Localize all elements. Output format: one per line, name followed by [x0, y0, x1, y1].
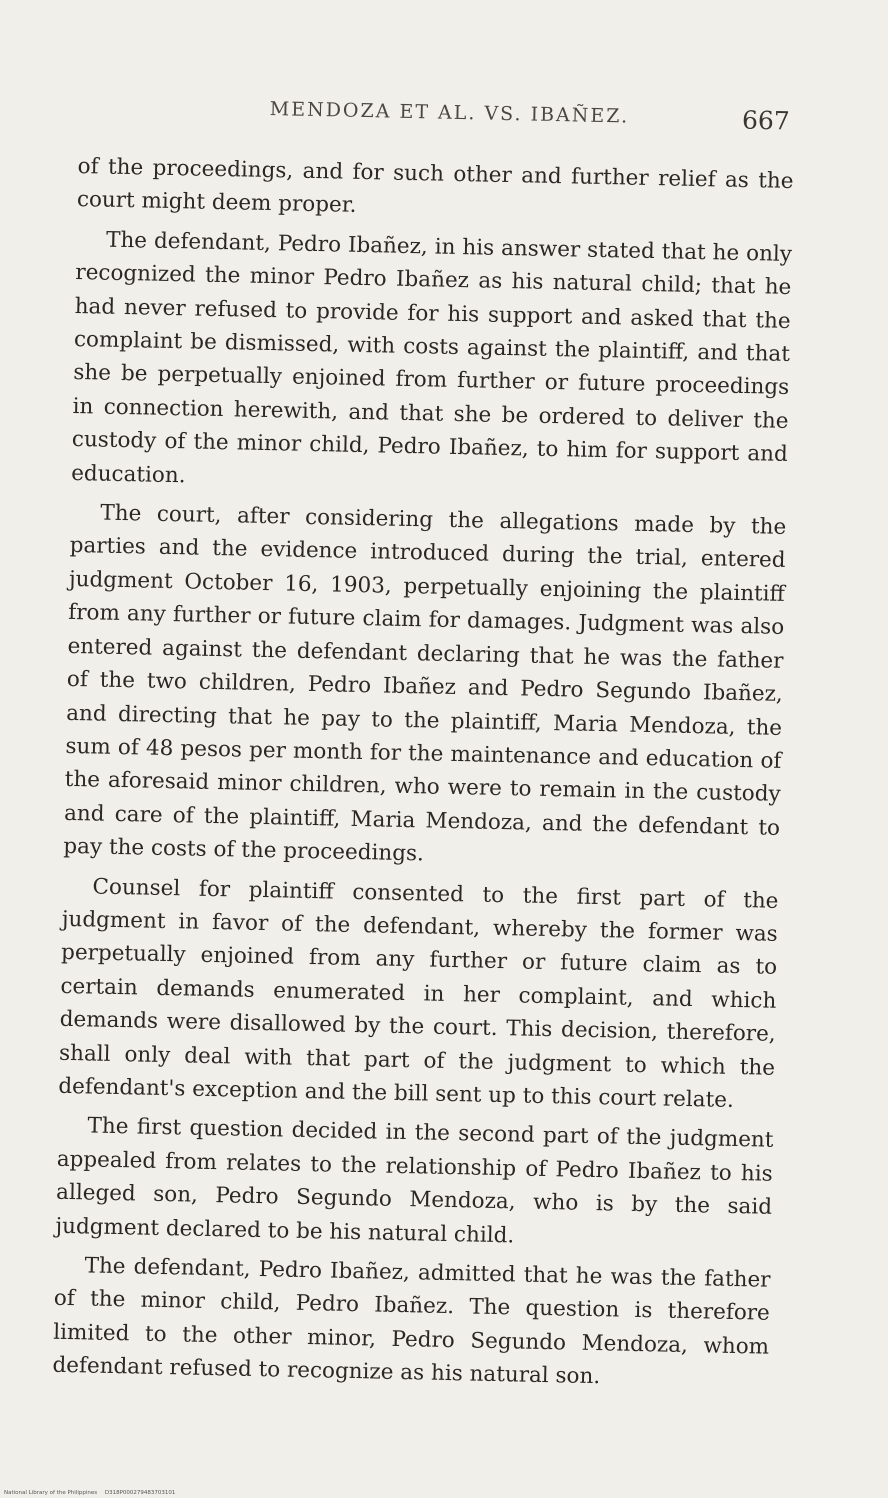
body-text — [52, 150, 794, 1397]
paragraph-continuation: of the proceedings, and for such other and further relief as the court might deem proper. — [76, 153, 794, 219]
scan-footer — [4, 1490, 175, 1496]
page-number: 667 — [741, 105, 791, 136]
paragraph-defendant-answer: The defendant, Pedro Ibañez, in his answer stated that he only recognized the minor Pedro Ibañez as his natural child; that he had never refused to provide for his support and asked that the complaint be dismissed, with costs against the plaintiff, and that she be perpetually enjoined from further or future proceedings in connection herewith, and that she be ordered to deliver the custody of the minor child, Pedro Ibañez, to him for support and education. — [70, 227, 793, 488]
paragraph-defendant-admission: The defendant, Pedro Ibañez, admitted that he was the father of the minor child, Pedro Ibañez. The question is therefore limited to the other minor, Pedro Segundo Mendoza, whom defendant refused to recognize as his natural son. — [52, 1253, 771, 1390]
running-head: MENDOZA ET AL. VS. IBAÑEZ. — [269, 98, 630, 128]
paragraph-first-question: The first question decided in the second part of the judgment appealed from relates to the relationship of Pedro Ibañez to his alleged son, Pedro Segundo Mendoza, who is by the said judgment declared to be his natural child. — [55, 1113, 774, 1248]
paragraph-court-judgment: The court, after considering the allegations made by the parties and the evidence introduced during the trial, entered judgment October 16, 1903, perpetually enjoining the plaintiff from any further or future claim for damages. Judgment was also entered against the defendant declaring that he was the father of the two children, Pedro Ibañez and Pedro Segundo Ibañez, and directing that he pay to the plaintiff, Maria Mendoza, the sum of 48 pesos per month for the maintenance and education of the aforesaid minor children, who were to remain in the custody and care of the plaintiff, Maria Mendoza, and the defendant to pay the costs of the proceedings. — [63, 500, 787, 867]
footer-library: National Library of the Philippines — [4, 1490, 98, 1496]
footer-identifier: D318P000279483703101 — [104, 1490, 176, 1496]
paragraph-counsel-consent: Counsel for plaintiff consented to the first part of the judgment in favor of the defendant, whereby the former was perpetually enjoined from any further or future claim as to certain demands enumerated in her complaint, and which demands were disallowed by the court. This decision, therefore, shall only deal with that part of the judgment to which the defendant's exception and the bill sent up to this court relate. — [58, 874, 779, 1113]
